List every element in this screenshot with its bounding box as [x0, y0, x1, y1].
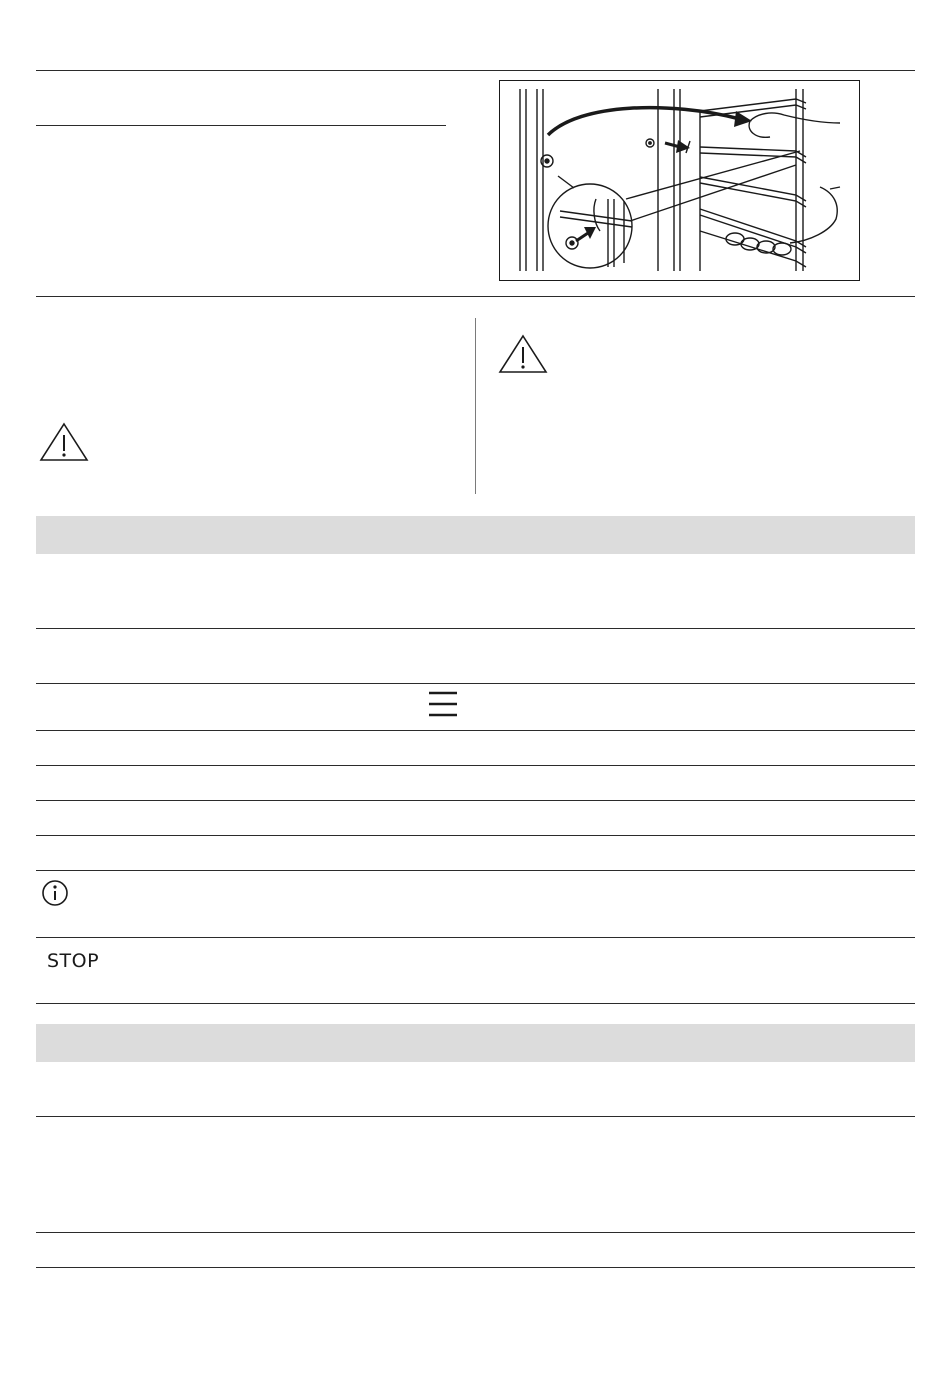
top-rule [36, 70, 915, 71]
table-rule [36, 800, 915, 801]
table-rule [36, 937, 915, 938]
shelf-support-illustration [499, 80, 860, 281]
warning-triangle-icon [498, 334, 548, 374]
column-divider [475, 318, 476, 494]
table-rule [36, 1267, 915, 1268]
table-rule [36, 835, 915, 836]
info-circle-icon [41, 879, 69, 907]
table-rule [36, 1116, 915, 1117]
table-rule [36, 1003, 915, 1004]
warning-triangle-icon [39, 422, 89, 462]
figure-row-rule [36, 296, 915, 297]
section-header-band [36, 1024, 915, 1062]
shelf-support-drawing [500, 81, 860, 281]
section-header-band [36, 516, 915, 554]
table-rule [36, 628, 915, 629]
table-rule [36, 1232, 915, 1233]
table-rule [36, 730, 915, 731]
table-rule [36, 683, 915, 684]
table-rule [36, 870, 915, 871]
table-rule [36, 765, 915, 766]
left-heading-rule [36, 125, 446, 126]
stop-label: STOP [47, 950, 100, 972]
menu-icon [428, 690, 458, 718]
